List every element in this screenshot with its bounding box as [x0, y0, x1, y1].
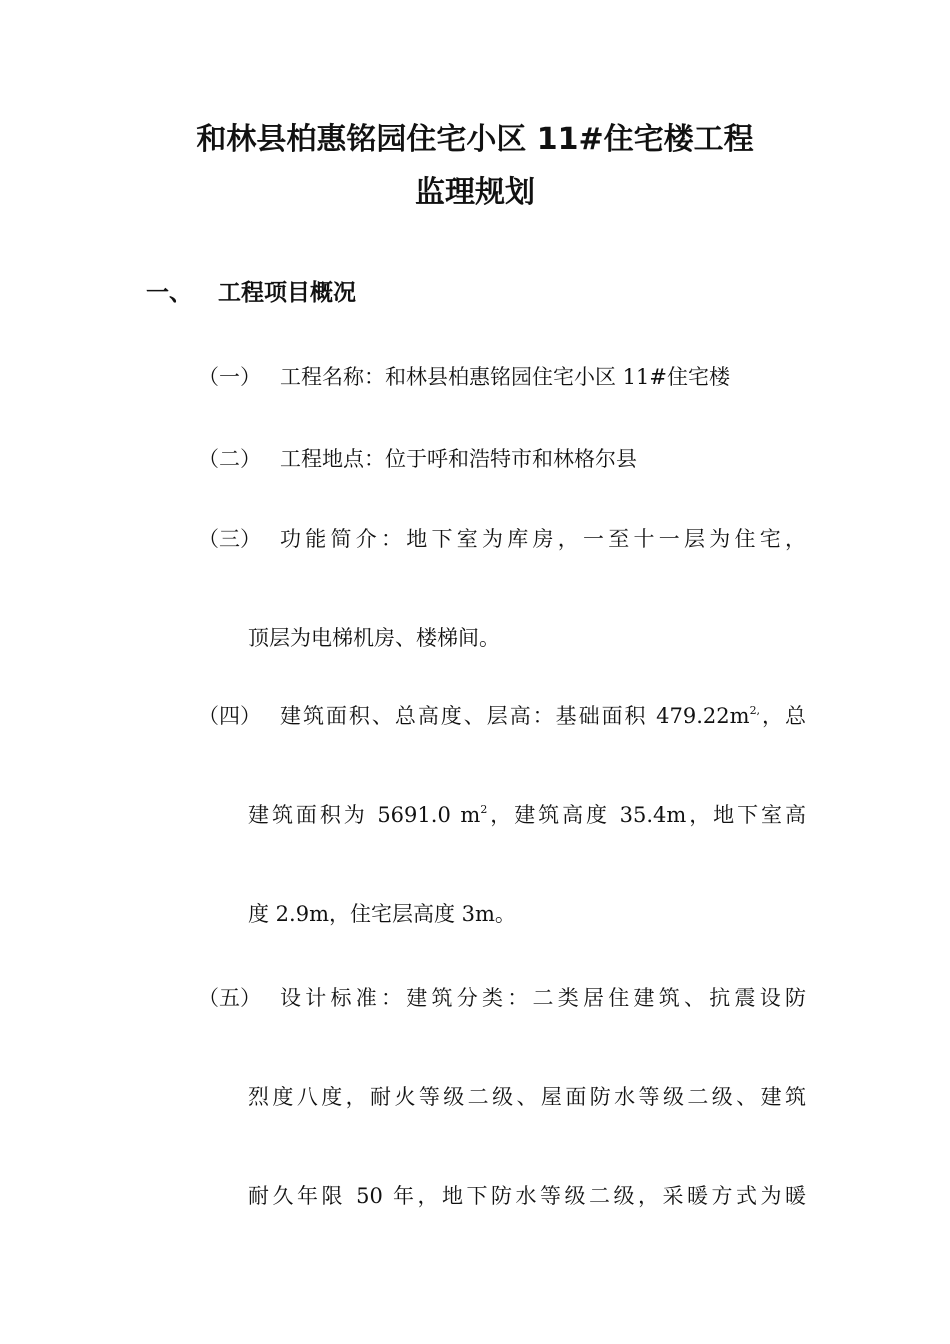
item-text: 工程名称：和林县柏惠铭园住宅小区 11#住宅楼 — [280, 365, 730, 389]
section-number: 一、 — [146, 280, 192, 306]
item-text: 设计标准：建筑分类：二类居住建筑、抗震设防 — [280, 986, 806, 1010]
item-text-continued: 度 2.9m，住宅层高度 3m。 — [248, 902, 516, 926]
item-number: （三） — [198, 527, 261, 551]
section-heading — [146, 276, 356, 310]
height-text: ，建筑高度 35.4m，地下室高 — [487, 803, 806, 827]
item-text-continued: 耐久年限 50 年，地下防水等级二级，采暖方式为暖 — [248, 1184, 806, 1208]
item-number: （四） — [198, 704, 261, 728]
superscript: 2, — [749, 704, 761, 717]
item-number: （一） — [198, 365, 261, 389]
section-title: 工程项目概况 — [218, 280, 356, 306]
document-title-line-1: 和林县柏惠铭园住宅小区 11#住宅楼工程 — [196, 122, 754, 157]
item-text: 工程地点：位于呼和浩特市和林格尔县 — [280, 447, 637, 471]
item-text-continued: 烈度八度，耐火等级二级、屋面防水等级二级、建筑 — [248, 1085, 806, 1109]
item-number: （二） — [198, 447, 261, 471]
item-text-continued: 顶层为电梯机房、楼梯间。 — [248, 626, 500, 650]
area-text: 建筑面积、总高度、层高：基础面积 479.22m — [280, 704, 750, 728]
item-text: 功能简介：地下室为库房，一至十一层为住宅， — [280, 527, 806, 551]
item-number: （五） — [198, 986, 261, 1010]
document-title-line-2: 监理规划 — [415, 175, 535, 210]
superscript: 2 — [480, 803, 488, 816]
area-text: 建筑面积为 5691.0 m — [248, 803, 481, 827]
item-text — [280, 701, 806, 731]
item-text-continued — [248, 800, 806, 830]
area-text-tail: ，总 — [760, 704, 807, 728]
